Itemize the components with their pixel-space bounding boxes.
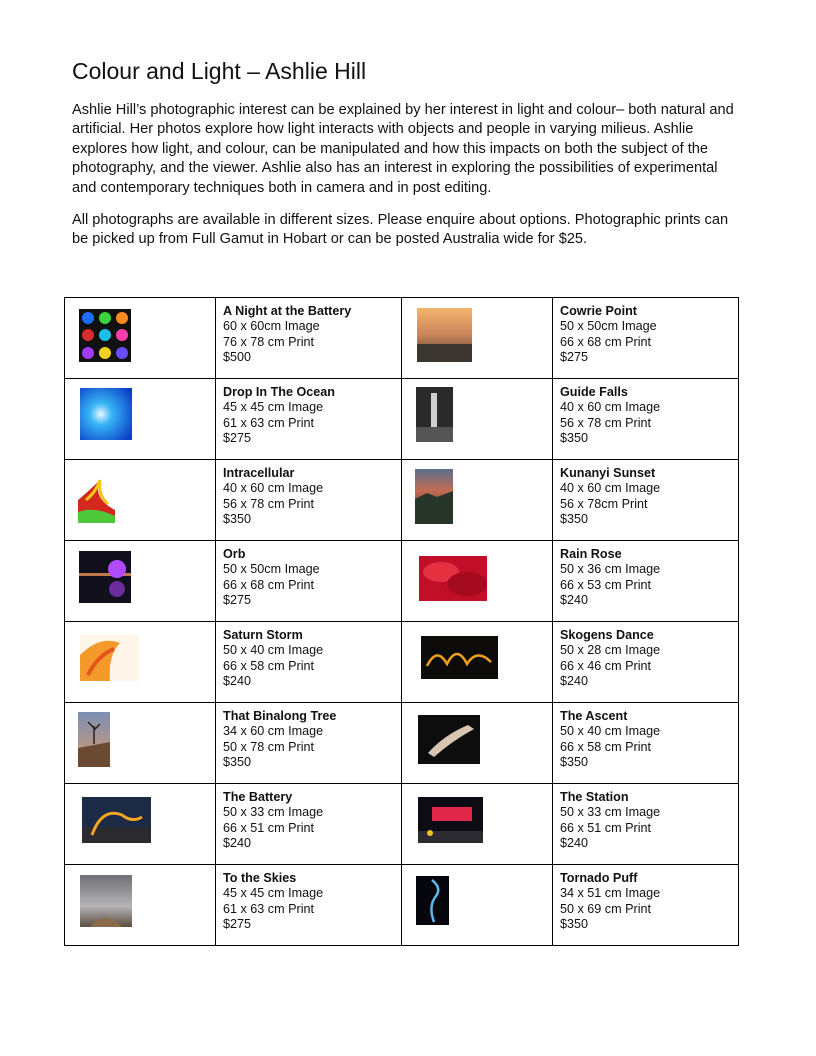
thumbnail-cell: [402, 622, 553, 703]
photo-title: Saturn Storm: [223, 628, 303, 642]
thumbnail-cell: [65, 541, 216, 622]
photo-image-size: 50 x 33 cm Image: [223, 805, 324, 820]
photo-thumbnail-kunanyi-sunset: [415, 469, 453, 524]
table-row: [65, 298, 739, 379]
photo-thumbnail-saturn-storm: [80, 635, 139, 681]
photo-print-size: 66 x 51 cm Print: [560, 820, 651, 835]
photo-image-size: 40 x 60 cm Image: [560, 481, 661, 496]
photo-image-size: 45 x 45 cm Image: [223, 400, 324, 415]
photo-price: $240: [560, 592, 589, 607]
photo-image-size: 50 x 50cm Image: [560, 319, 657, 334]
photo-title: Guide Falls: [560, 385, 628, 399]
photo-image-size: 50 x 28 cm Image: [560, 643, 661, 658]
photo-print-size: 56 x 78cm Print: [560, 496, 648, 511]
photo-image-size: 34 x 51 cm Image: [560, 886, 661, 901]
table-row: [65, 703, 739, 784]
photo-image-size: 34 x 60 cm Image: [223, 724, 324, 739]
thumbnail-cell: [402, 784, 553, 865]
photo-title: Orb: [223, 547, 246, 561]
photo-print-size: 66 x 68 cm Print: [223, 577, 314, 592]
thumbnail-cell: [65, 703, 216, 784]
photo-print-size: 56 x 78 cm Print: [223, 496, 314, 511]
thumbnail-cell: [402, 379, 553, 460]
photo-thumbnail-guide-falls: [416, 387, 453, 442]
photo-title: A Night at the Battery: [223, 304, 352, 318]
photo-thumbnail-the-station: [418, 797, 483, 843]
thumbnail-cell: [65, 298, 216, 379]
photo-price: $350: [223, 754, 252, 769]
photo-price: $350: [560, 430, 589, 445]
photo-catalog-table: [64, 297, 739, 946]
photo-title: Intracellular: [223, 466, 295, 480]
photo-title: The Station: [560, 790, 629, 804]
photo-info: [216, 541, 402, 622]
photo-image-size: 50 x 40 cm Image: [223, 643, 324, 658]
availability-paragraph: All photographs are available in different sizes. Please enquire about options. Photographic prints can be picked up from Full Gamut in Hobart or can be posted Australia wide for $25.: [72, 212, 729, 248]
photo-image-size: 40 x 60 cm Image: [560, 400, 661, 415]
photo-thumbnail-intracellular: [78, 470, 115, 523]
photo-info: [216, 784, 402, 865]
photo-print-size: 50 x 69 cm Print: [560, 901, 651, 916]
photo-title: The Battery: [223, 790, 293, 804]
photo-thumbnail-to-the-skies: [80, 875, 132, 927]
table-row: [65, 460, 739, 541]
photo-print-size: 61 x 63 cm Print: [223, 901, 314, 916]
photo-image-size: 50 x 40 cm Image: [560, 724, 661, 739]
photo-info: [216, 379, 402, 460]
page-title: Colour and Light – Ashlie Hill: [72, 58, 367, 84]
table-row: [65, 784, 739, 865]
photo-title: That Binalong Tree: [223, 709, 337, 723]
photo-print-size: 66 x 58 cm Print: [223, 658, 314, 673]
photo-print-size: 61 x 63 cm Print: [223, 415, 314, 430]
photo-image-size: 60 x 60cm Image: [223, 319, 320, 334]
photo-thumbnail-orb: [79, 551, 131, 603]
thumbnail-cell: [402, 460, 553, 541]
intro-paragraph: Ashlie Hill’s photographic interest can be explained by her interest in light and colour– both natural and artificial. Her photos explore how light interacts with objects and people in varying milieus. Ashlie explores how light, and colour, can be manipulated and how this impacts on both the subject of the photography, and the viewer. Ashlie also has an interest in exploring the possibilities of experimental and contemporary techniques both in camera and in post editing.: [72, 102, 734, 196]
photo-price: $240: [223, 673, 252, 688]
photo-info: [553, 379, 739, 460]
photo-info: [553, 298, 739, 379]
photo-info: [553, 784, 739, 865]
photo-info: [553, 703, 739, 784]
photo-price: $240: [560, 835, 589, 850]
photo-image-size: 45 x 45 cm Image: [223, 886, 324, 901]
thumbnail-cell: [402, 865, 553, 946]
photo-print-size: 66 x 68 cm Print: [560, 334, 651, 349]
photo-print-size: 66 x 46 cm Print: [560, 658, 651, 673]
photo-info: [553, 460, 739, 541]
photo-image-size: 50 x 33 cm Image: [560, 805, 661, 820]
photo-price: $350: [560, 916, 589, 931]
photo-print-size: 66 x 51 cm Print: [223, 820, 314, 835]
photo-print-size: 56 x 78 cm Print: [560, 415, 651, 430]
photo-print-size: 66 x 58 cm Print: [560, 739, 651, 754]
photo-image-size: 40 x 60 cm Image: [223, 481, 324, 496]
thumbnail-cell: [65, 784, 216, 865]
photo-print-size: 50 x 78 cm Print: [223, 739, 314, 754]
thumbnail-cell: [65, 460, 216, 541]
photo-title: Cowrie Point: [560, 304, 637, 318]
photo-info: [553, 865, 739, 946]
photo-print-size: 76 x 78 cm Print: [223, 334, 314, 349]
photo-title: The Ascent: [560, 709, 628, 723]
photo-price: $500: [223, 349, 252, 364]
photo-price: $275: [223, 430, 252, 445]
photo-title: Skogens Dance: [560, 628, 654, 642]
table-row: [65, 865, 739, 946]
thumbnail-cell: [65, 379, 216, 460]
photo-info: [216, 460, 402, 541]
photo-price: $350: [560, 754, 589, 769]
photo-title: Drop In The Ocean: [223, 385, 335, 399]
photo-thumbnail-that-binalong-tree: [78, 712, 110, 767]
photo-info: [216, 622, 402, 703]
photo-thumbnail-rain-rose: [419, 556, 487, 601]
photo-price: $240: [560, 673, 589, 688]
photo-image-size: 50 x 36 cm Image: [560, 562, 661, 577]
photo-price: $350: [223, 511, 252, 526]
photo-thumbnail-a-night-at-the-battery: [79, 309, 131, 362]
photo-info: [216, 703, 402, 784]
photo-info: [553, 541, 739, 622]
photo-thumbnail-drop-in-the-ocean: [80, 388, 132, 440]
thumbnail-cell: [402, 703, 553, 784]
thumbnail-cell: [402, 298, 553, 379]
photo-image-size: 50 x 50cm Image: [223, 562, 320, 577]
photo-print-size: 66 x 53 cm Print: [560, 577, 651, 592]
photo-title: Kunanyi Sunset: [560, 466, 656, 480]
photo-thumbnail-the-battery: [82, 797, 151, 843]
photo-info: [216, 865, 402, 946]
photo-price: $275: [223, 592, 252, 607]
table-row: [65, 541, 739, 622]
photo-price: $275: [223, 916, 252, 931]
photo-title: Tornado Puff: [560, 871, 638, 885]
thumbnail-cell: [65, 865, 216, 946]
photo-thumbnail-tornado-puff: [416, 876, 449, 925]
photo-info: [216, 298, 402, 379]
photo-title: To the Skies: [223, 871, 297, 885]
photo-thumbnail-cowrie-point: [417, 308, 472, 362]
photo-price: $240: [223, 835, 252, 850]
photo-info: [553, 622, 739, 703]
photo-thumbnail-the-ascent: [418, 715, 480, 764]
photo-price: $350: [560, 511, 589, 526]
photo-price: $275: [560, 349, 589, 364]
photo-title: Rain Rose: [560, 547, 622, 561]
thumbnail-cell: [402, 541, 553, 622]
table-row: [65, 379, 739, 460]
table-row: [65, 622, 739, 703]
photo-thumbnail-skogens-dance: [421, 636, 498, 679]
thumbnail-cell: [65, 622, 216, 703]
